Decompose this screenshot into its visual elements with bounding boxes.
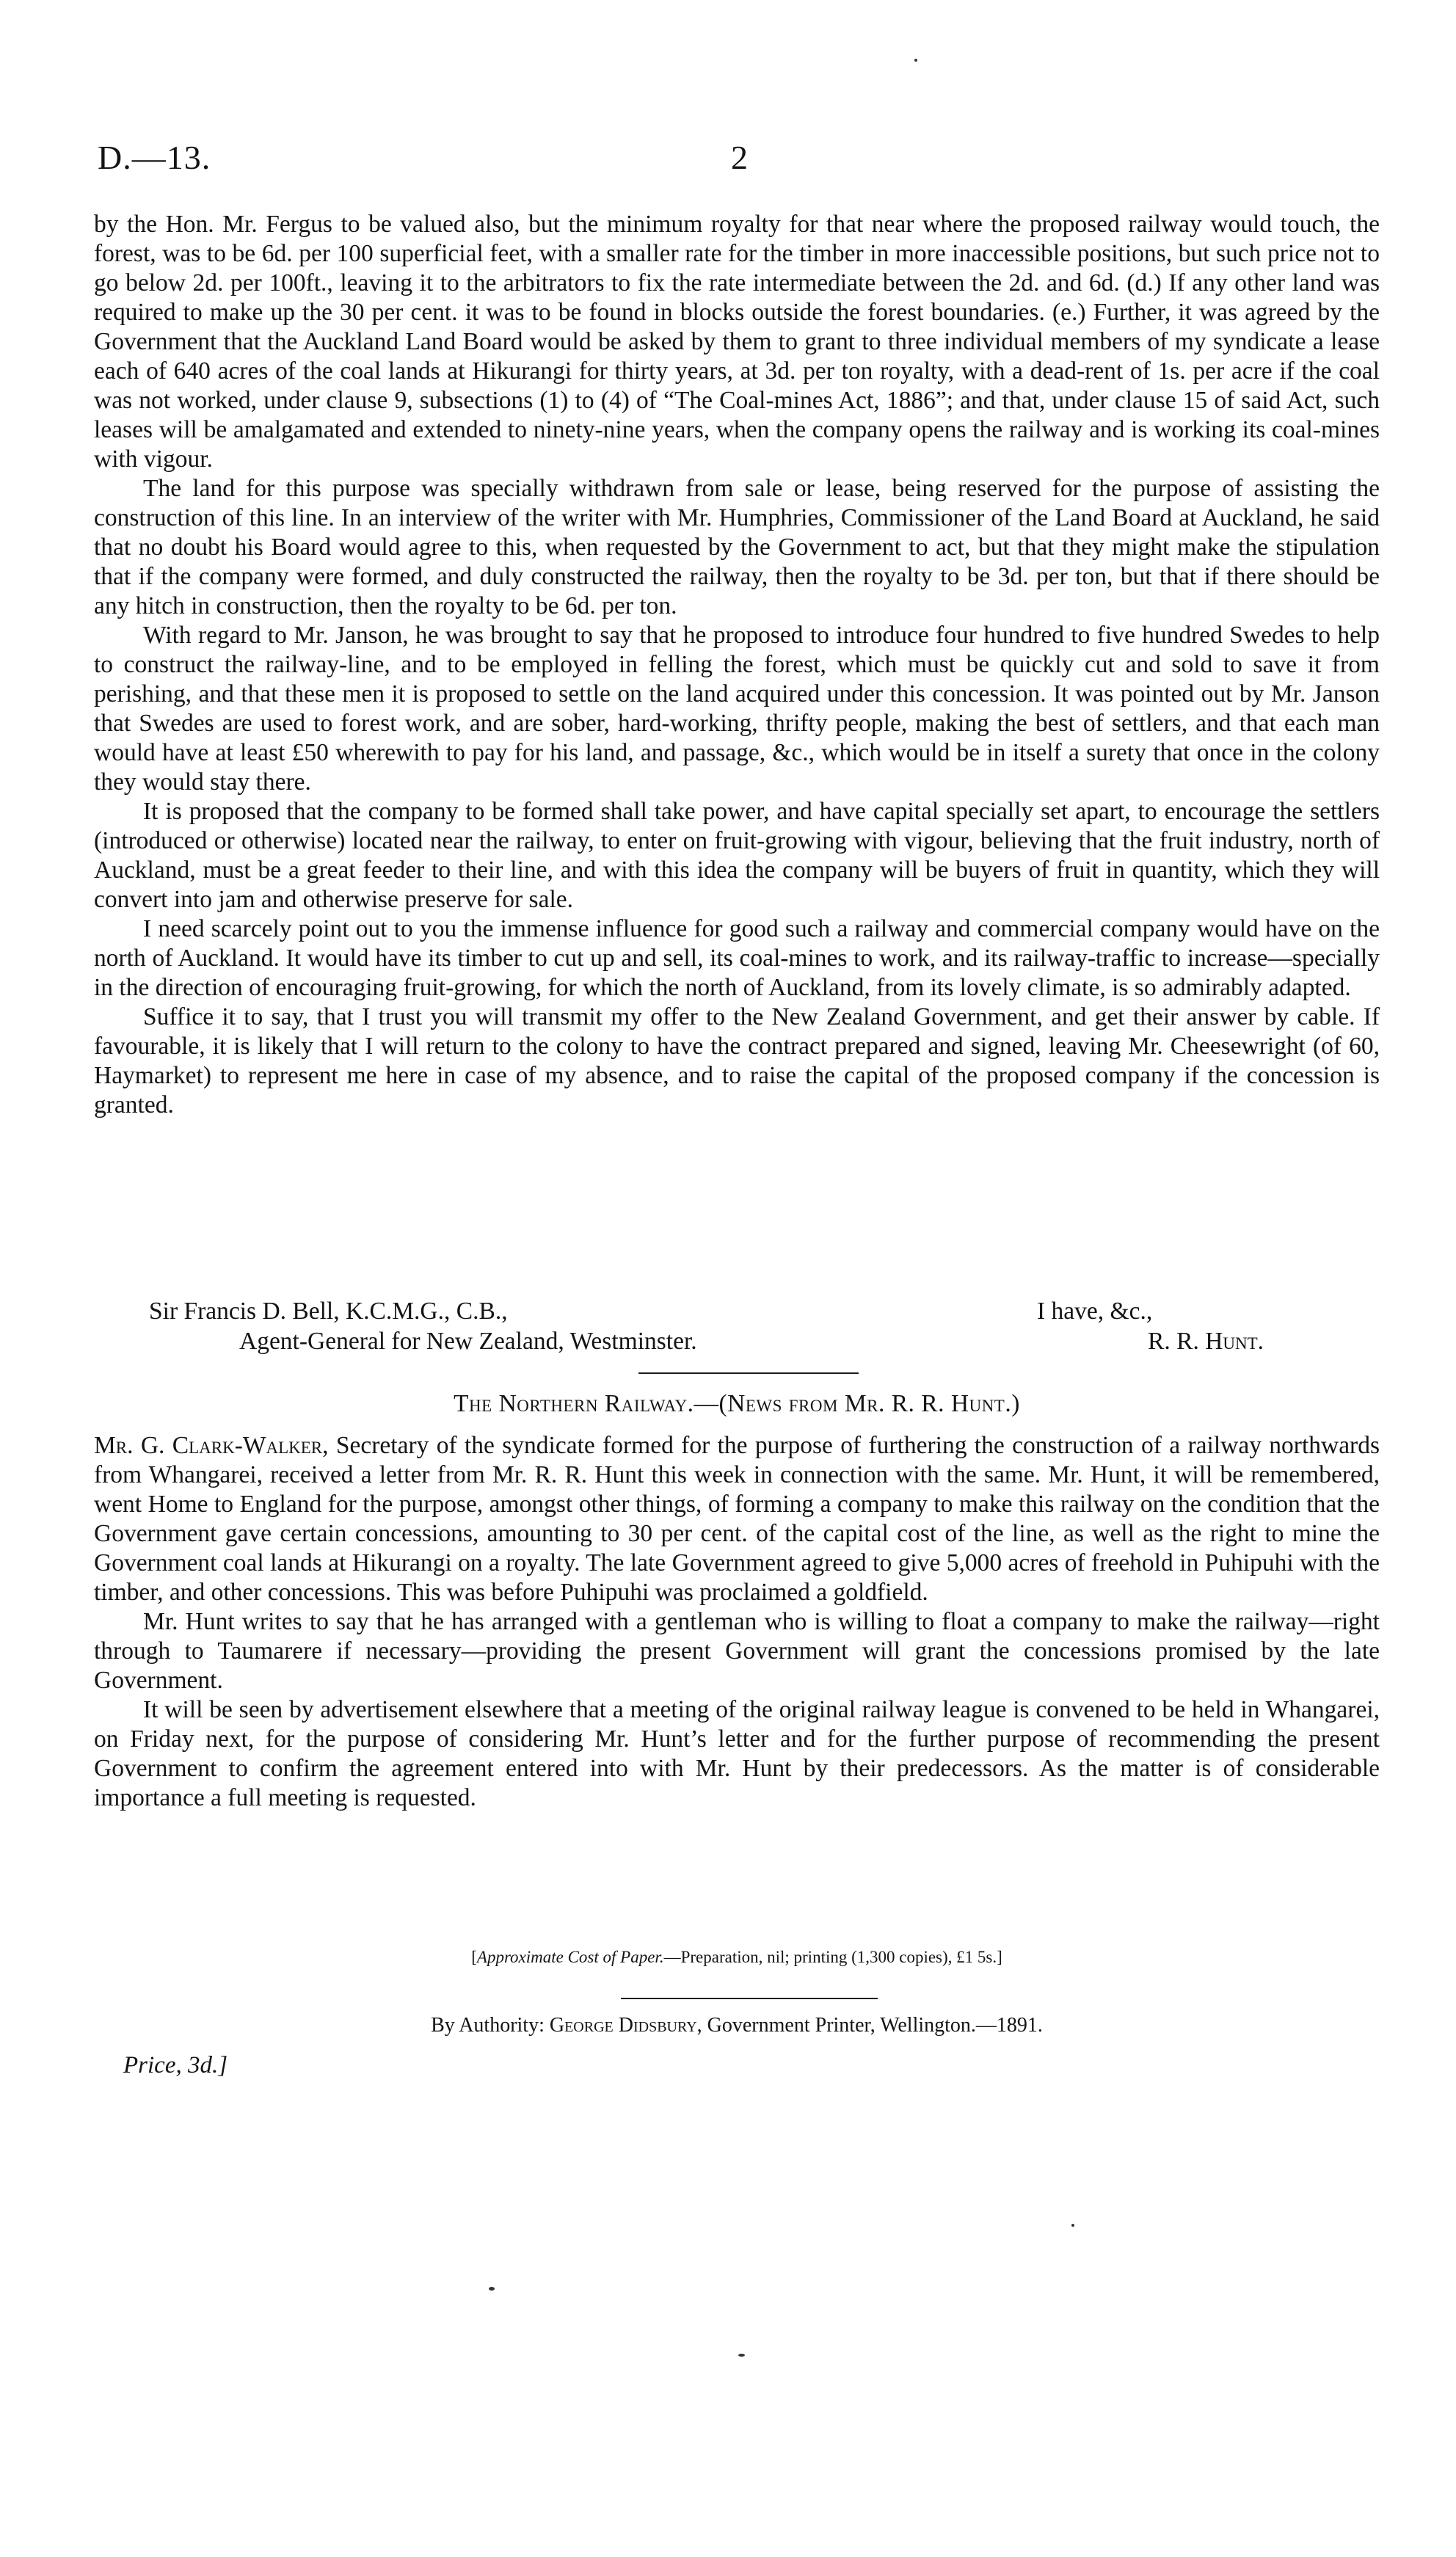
article-paragraph: It will be seen by advertisement elsewhere that a meeting of the original railway league is convened to be held in Whangarei, on Friday next, for the purpose of considering Mr. Hunt’s letter and for the further purpose of recommending the present Government to confirm the agreement entered into with Mr. Hunt by their predecessors. As the matter is of considerable importance a full meeting is requested.: [94, 1696, 1380, 1811]
cost-detail: —Preparation, nil; printing (1,300 copies), £1 5s.]: [663, 1948, 1002, 1966]
document-reference: D.—13.: [98, 139, 211, 176]
price-note: Price, 3d.]: [123, 2052, 228, 2078]
article-title: The Northern Railway.—(News from Mr. R. R. Hunt.): [454, 1390, 1020, 1417]
signature: R. R. Hunt.: [1148, 1328, 1264, 1355]
paper-speck: [1071, 2224, 1074, 2227]
printer-imprint: By Authority: George Didsbury, Government Printer, Wellington.—1891.: [431, 2014, 1043, 2037]
cost-note: [Approximate Cost of Paper.—Preparation, nil; printing (1,300 copies), £1 5s.]: [471, 1948, 1002, 1966]
letter-paragraph: I need scarcely point out to you the immense influence for good such a railway and commercial company would have on the north of Auckland. It would have its timber to cut up and sell, its coal-mines to work, and its railway-traffic to increase—specially in the direction of encouraging fruit-growing, for which the north of Auckland, from its lovely climate, is so admirably adapted.: [94, 915, 1380, 1001]
addressee-name: Sir Francis D. Bell, K.C.M.G., C.B.,: [149, 1298, 508, 1325]
addressee-title: Agent-General for New Zealand, Westminster.: [239, 1328, 697, 1355]
cost-label: Approximate Cost of Paper.: [476, 1948, 664, 1966]
letter-paragraph: It is proposed that the company to be formed shall take power, and have capital specially set apart, to encourage the settlers (introduced or otherwise) located near the railway, to enter on fruit-growing with vigour, believing that the fruit industry, north of Auckland, must be a great feeder to their line, and with this idea the company will be buyers of fruit in quantity, which they will convert into jam and otherwise preserve for sale.: [94, 798, 1380, 913]
letter-body: [94, 210, 1380, 1120]
letter-paragraph: Suffice it to say, that I trust you will transmit my offer to the New Zealand Government, and get their answer by cable. If favourable, it is likely that I will return to the colony to have the contract prepared and signed, leaving Mr. Cheesewright (of 60, Haymarket) to represent me here in case of my absence, and to raise the capital of the proposed company if the concession is granted.: [94, 1003, 1380, 1119]
printer-name: George Didsbury,: [549, 2014, 702, 2037]
signature-block: [94, 1296, 1380, 1356]
footer-divider: [621, 1998, 878, 1999]
section-divider: [638, 1372, 859, 1374]
closing-phrase: I have, &c.,: [1037, 1298, 1153, 1325]
article-paragraph: Mr. G. Clark-Walker, Secretary of the syndicate formed for the purpose of furthering the construction of a railway northwards from Whangarei, received a letter from Mr. R. R. Hunt this week in connection with the same. Mr. Hunt, it will be remembered, went Home to England for the purpose, amongst other things, of forming a company to make this railway on the condition that the Government gave certain concessions, amounting to 30 per cent. of the capital cost of the line, as well as the right to mine the Government coal lands at Hikurangi on a royalty. The late Government agreed to give 5,000 acres of freehold in Puhipuhi with the timber, and other concessions. This was before Puhipuhi was proclaimed a goldfield.: [94, 1432, 1380, 1606]
article-paragraph: Mr. Hunt writes to say that he has arranged with a gentleman who is willing to float a company to make the railway—right through to Taumarere if necessary—providing the present Government will grant the concessions promised by the late Government.: [94, 1608, 1380, 1694]
page-number: 2: [731, 139, 748, 176]
paper-speck: [914, 59, 917, 62]
article-lead-name: Mr. G. Clark-Walker,: [94, 1432, 329, 1459]
letter-paragraph: The land for this purpose was specially withdrawn from sale or lease, being reserved for the purpose of assisting the construction of this line. In an interview of the writer with Mr. Humphries, Commissioner of the Land Board at Auckland, he said that no doubt his Board would agree to this, when requested by the Government to act, but that they might make the stipulation that if the company were formed, and duly constructed the railway, then the royalty to be 3d. per ton, but that if there should be any hitch in construction, then the royalty to be 6d. per ton.: [94, 475, 1380, 619]
paper-speck: [489, 2287, 495, 2291]
article-body: [94, 1431, 1380, 1813]
letter-paragraph: With regard to Mr. Janson, he was brought to say that he proposed to introduce four hundred to five hundred Swedes to help to construct the railway-line, and to be employed in felling the forest, which must be quickly cut and sold to save it from perishing, and that these men it is proposed to settle on the land acquired under this concession. It was pointed out by Mr. Janson that Swedes are used to forest work, and are sober, hard-working, thrifty people, making the best of settlers, and that each man would have at least £50 wherewith to pay for his land, and passage, &c., which would be in itself a surety that once in the colony they would stay there.: [94, 622, 1380, 796]
letter-paragraph: by the Hon. Mr. Fergus to be valued also, but the minimum royalty for that near where the proposed railway would touch, the forest, was to be 6d. per 100 superficial feet, with a smaller rate for the timber in more inaccessible positions, but such price not to go below 2d. per 100ft., leaving it to the arbitrators to fix the rate intermediate between the 2d. and 6d. (d.) If any other land was required to make up the 30 per cent. it was to be found in blocks outside the forest boundaries. (e.) Further, it was agreed by the Government that the Auckland Land Board would be asked by them to grant to three individual members of my syndicate a lease each of 640 acres of the coal lands at Hikurangi for thirty years, at 3d. per ton royalty, with a dead-rent of 1s. per acre if the coal was not worked, under clause 9, subsections (1) to (4) of “The Coal-mines Act, 1886”; and that, under clause 15 of said Act, such leases will be amalgamated and extended to ninety-nine years, when the company opens the railway and is working its coal-mines with vigour.: [94, 211, 1380, 473]
paper-speck: [738, 2354, 745, 2357]
